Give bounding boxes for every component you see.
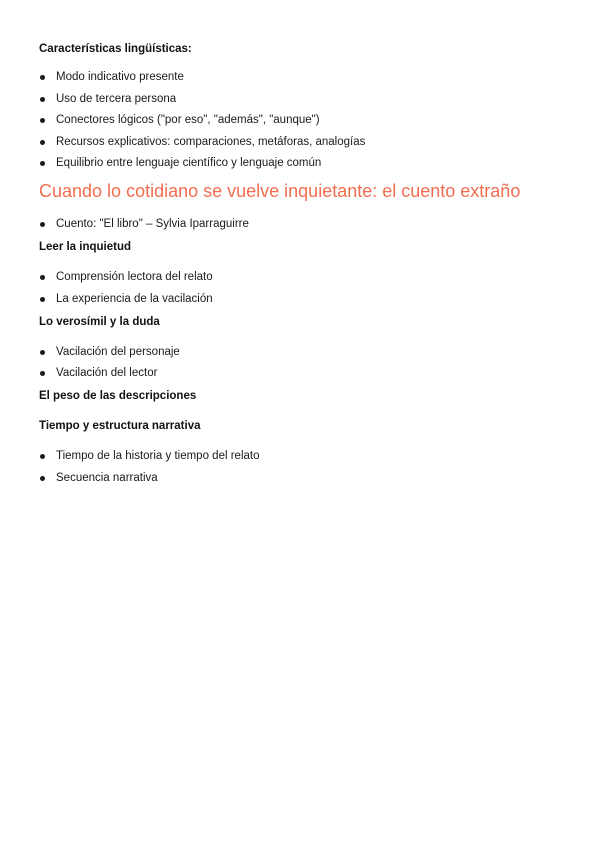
- time-structure-heading: Tiempo y estructura narrativa: [39, 420, 201, 432]
- list-item-text: Vacilación del lector: [56, 367, 158, 379]
- list-item: [39, 292, 569, 307]
- story-list: [39, 217, 569, 232]
- bullet-icon: [40, 75, 45, 80]
- list-item-text: La experiencia de la vacilación: [56, 292, 213, 305]
- verisimilitude-list: [39, 345, 569, 382]
- verisimilitude-heading: Lo verosímil y la duda: [39, 315, 160, 328]
- list-item: [39, 471, 569, 486]
- list-item: [39, 366, 569, 381]
- list-item: [39, 70, 569, 85]
- list-item-text: Equilibrio entre lenguaje científico y lenguaje común: [56, 157, 322, 169]
- bullet-icon: [40, 350, 45, 355]
- section-title: Cuando lo cotidiano se vuelve inquietante: el cuento extraño: [39, 181, 521, 201]
- bullet-icon: [40, 140, 45, 145]
- list-item: [39, 449, 569, 464]
- bullet-icon: [40, 97, 45, 102]
- bullet-icon: [40, 161, 45, 166]
- bullet-icon: [40, 454, 45, 459]
- list-item-text: Conectores lógicos ("por eso", "además", "aunque"): [56, 114, 320, 126]
- time-structure-list: [39, 449, 569, 486]
- list-item: [39, 92, 569, 107]
- list-item: [39, 156, 569, 171]
- reading-list: [39, 270, 569, 307]
- bullet-icon: [40, 476, 45, 481]
- linguistic-features-heading: Características lingüísticas:: [39, 43, 192, 55]
- reading-heading: Leer la inquietud: [39, 241, 132, 253]
- list-item: [39, 135, 569, 150]
- list-item: [39, 217, 569, 232]
- list-item-text: Tiempo de la historia y tiempo del relato: [56, 450, 260, 462]
- bullet-icon: [40, 371, 45, 376]
- list-item: [39, 345, 569, 360]
- list-item: [39, 270, 569, 285]
- list-item: [39, 113, 569, 128]
- list-item-text: Recursos explicativos: comparaciones, metáforas, analogías: [56, 135, 366, 148]
- list-item-text: Modo indicativo presente: [56, 71, 184, 83]
- bullet-icon: [40, 222, 45, 227]
- list-item-text: Cuento: "El libro" – Sylvia Iparraguirre: [56, 218, 249, 230]
- list-item-text: Vacilación del personaje: [56, 345, 180, 358]
- bullet-icon: [40, 118, 45, 123]
- document-page: [39, 40, 569, 492]
- bullet-icon: [40, 297, 45, 302]
- linguistic-features-list: [39, 70, 569, 171]
- list-item-text: Secuencia narrativa: [56, 471, 158, 484]
- descriptions-heading: El peso de las descripciones: [39, 390, 197, 402]
- list-item-text: Uso de tercera persona: [56, 92, 177, 105]
- bullet-icon: [40, 275, 45, 280]
- list-item-text: Comprensión lectora del relato: [56, 271, 213, 283]
